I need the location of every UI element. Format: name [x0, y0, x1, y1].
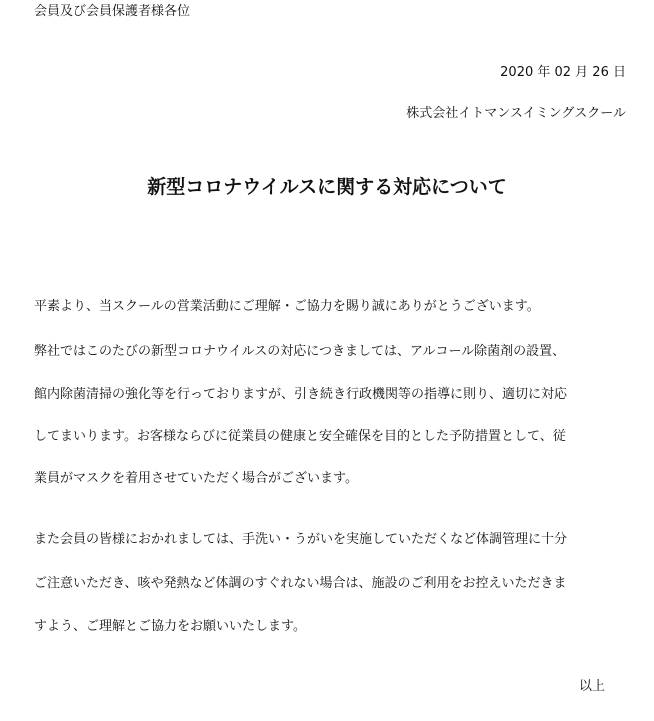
closing-remark: 以上 [579, 679, 606, 694]
paragraph-3-line-1: また会員の皆様におかれましては、手洗い・うがいを実施していただくなど体調管理に十分 [34, 532, 568, 547]
paragraph-2-line-2: 館内除菌清掃の強化等を行っておりますが、引き続き行政機関等の指導に則り、適切に対応 [34, 387, 568, 402]
addressee: 会員及び会員保護者様各位 [34, 4, 191, 19]
paragraph-3-line-2: ご注意いただき、咳や発熱など体調のすぐれない場合は、施設のご利用をお控えいただきま [34, 576, 567, 591]
company-name: 株式会社イトマンスイミングスクール [406, 106, 626, 121]
document-date: 2020 年 02 月 26 日 [500, 65, 626, 80]
paragraph-2-line-3: してまいります。お客様ならびに従業員の健康と安全確保を目的とした予防措置として、従 [34, 429, 566, 444]
document-title: 新型コロナウイルスに関する対応について [147, 176, 507, 198]
paragraph-2-line-4: 業員がマスクを着用させていただく場合がございます。 [34, 471, 358, 486]
paragraph-2-line-1: 弊社ではこのたびの新型コロナウイルスの対応につきましては、アルコール除菌剤の設置、 [34, 344, 566, 359]
paragraph-3-line-3: すよう、ご理解とご協力をお願いいたします。 [34, 619, 306, 634]
paragraph-1-line-1: 平素より、当スクールの営業活動にご理解・ご協力を賜り誠にありがとうございます。 [34, 299, 540, 314]
